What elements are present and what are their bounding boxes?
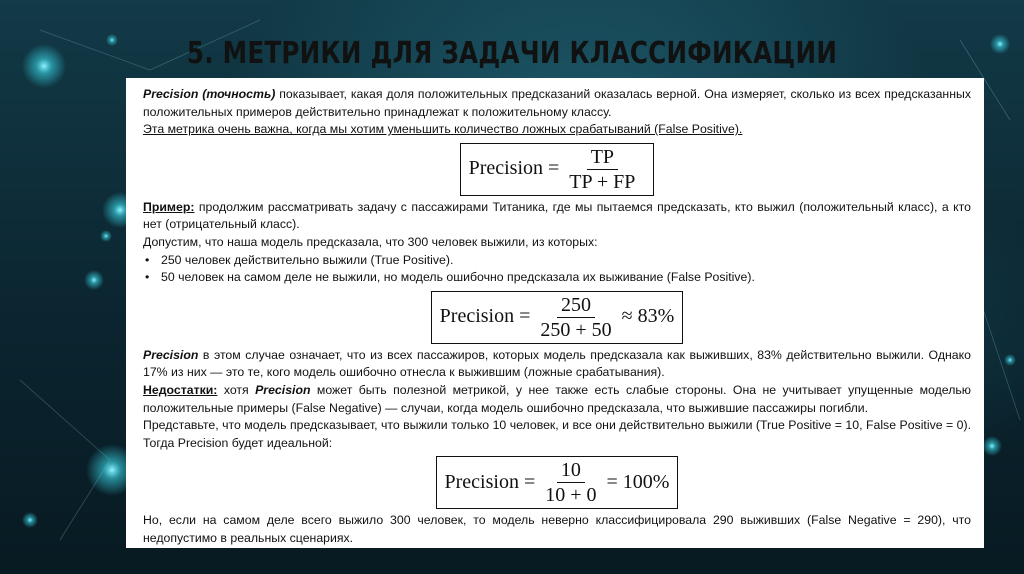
term-precision: Precision (143, 87, 199, 101)
formula-result: ≈ 83% (621, 305, 675, 328)
formula-example (143, 291, 971, 344)
formula-perfect (143, 456, 971, 509)
glow-dot (982, 436, 1002, 456)
glow-dot (22, 44, 66, 88)
formula-denominator: 10 + 0 (545, 484, 597, 507)
term-precision-ru: (точность) (202, 87, 276, 101)
glow-dot (990, 34, 1010, 54)
slide-title: 5. МЕТРИКИ ДЛЯ ЗАДАЧИ КЛАССИФИКАЦИИ (186, 36, 838, 71)
drawbacks-label: Недостатки: (143, 382, 218, 397)
slide-body (143, 86, 971, 548)
formula-numerator: TP (587, 146, 618, 170)
term-precision: Precision (255, 382, 311, 397)
glow-dot (1004, 354, 1016, 366)
formula-denominator: 250 + 50 (540, 318, 612, 341)
example-label: Пример: (143, 199, 195, 214)
formula-precision (143, 143, 971, 196)
example-intro: Допустим, что наша модель предсказала, что 300 человек выжили, из которых: (143, 234, 598, 249)
glow-dot (84, 270, 104, 290)
glow-dot (22, 512, 38, 528)
precision-importance-note: Эта метрика очень важна, когда мы хотим уменьшить количество ложных срабатываний (False Positive). (143, 122, 743, 137)
list-item: • 50 человек на самом деле не выжили, но модель ошибочно предсказала их выживание (False Positive). (145, 270, 755, 285)
example-text: продолжим рассматривать задачу с пассажирами Титаника, где мы пытаемся предсказать, кто выжил (положительный класс), а кто нет (отрицательный класс). (143, 199, 971, 232)
interpretation-paragraph: Precision в этом случае означает, что из всех пассажиров, которых модель предсказала как выживших, 83% действительно выжили. Однако 17% из них — это те, кого модель ошибочно отнесла к выжившим (ложные срабатывания). (143, 347, 971, 380)
formula-lhs: Precision = (444, 471, 536, 494)
list-item: • 250 человек действительно выжили (True Positive). (145, 252, 454, 267)
example-paragraph (143, 199, 971, 234)
definition-text: показывает, какая доля положительных предсказаний оказалась верной. Она измеряет, сколько из всех предсказанных положительных примеров действительно принадлежат к положительному классу. (143, 87, 971, 119)
conclusion-paragraph: Но, если на самом деле всего выжило 300 человек, то модель неверно классифицировала 290 выживших (False Negative = 290), что недопустимо в реальных сценариях. (143, 513, 971, 545)
formula-result: = 100% (606, 471, 670, 494)
glow-dot (100, 230, 112, 242)
formula-numerator: 250 (557, 294, 595, 318)
term-precision: Precision (143, 347, 199, 362)
scenario-paragraph: Представьте, что модель предсказывает, что выжили только 10 человек, и все они действительно выжили (True Positive = 10, False Positive = 0). Тогда Precision будет идеальной: (143, 418, 971, 450)
formula-denominator: TP + FP (569, 170, 636, 193)
precision-definition (143, 86, 971, 121)
formula-numerator: 10 (557, 459, 585, 483)
formula-lhs: Precision = (439, 305, 531, 328)
formula-lhs: Precision = (468, 157, 560, 180)
drawbacks-paragraph: Недостатки: хотя Precision может быть полезной метрикой, у нее также есть слабые стороны. Она не учитывает упущенные моделью положительные примеры (False Negative) — случаи, когда модель ошибочно предсказала, что выжившие пассажиры погибли. (143, 382, 972, 415)
